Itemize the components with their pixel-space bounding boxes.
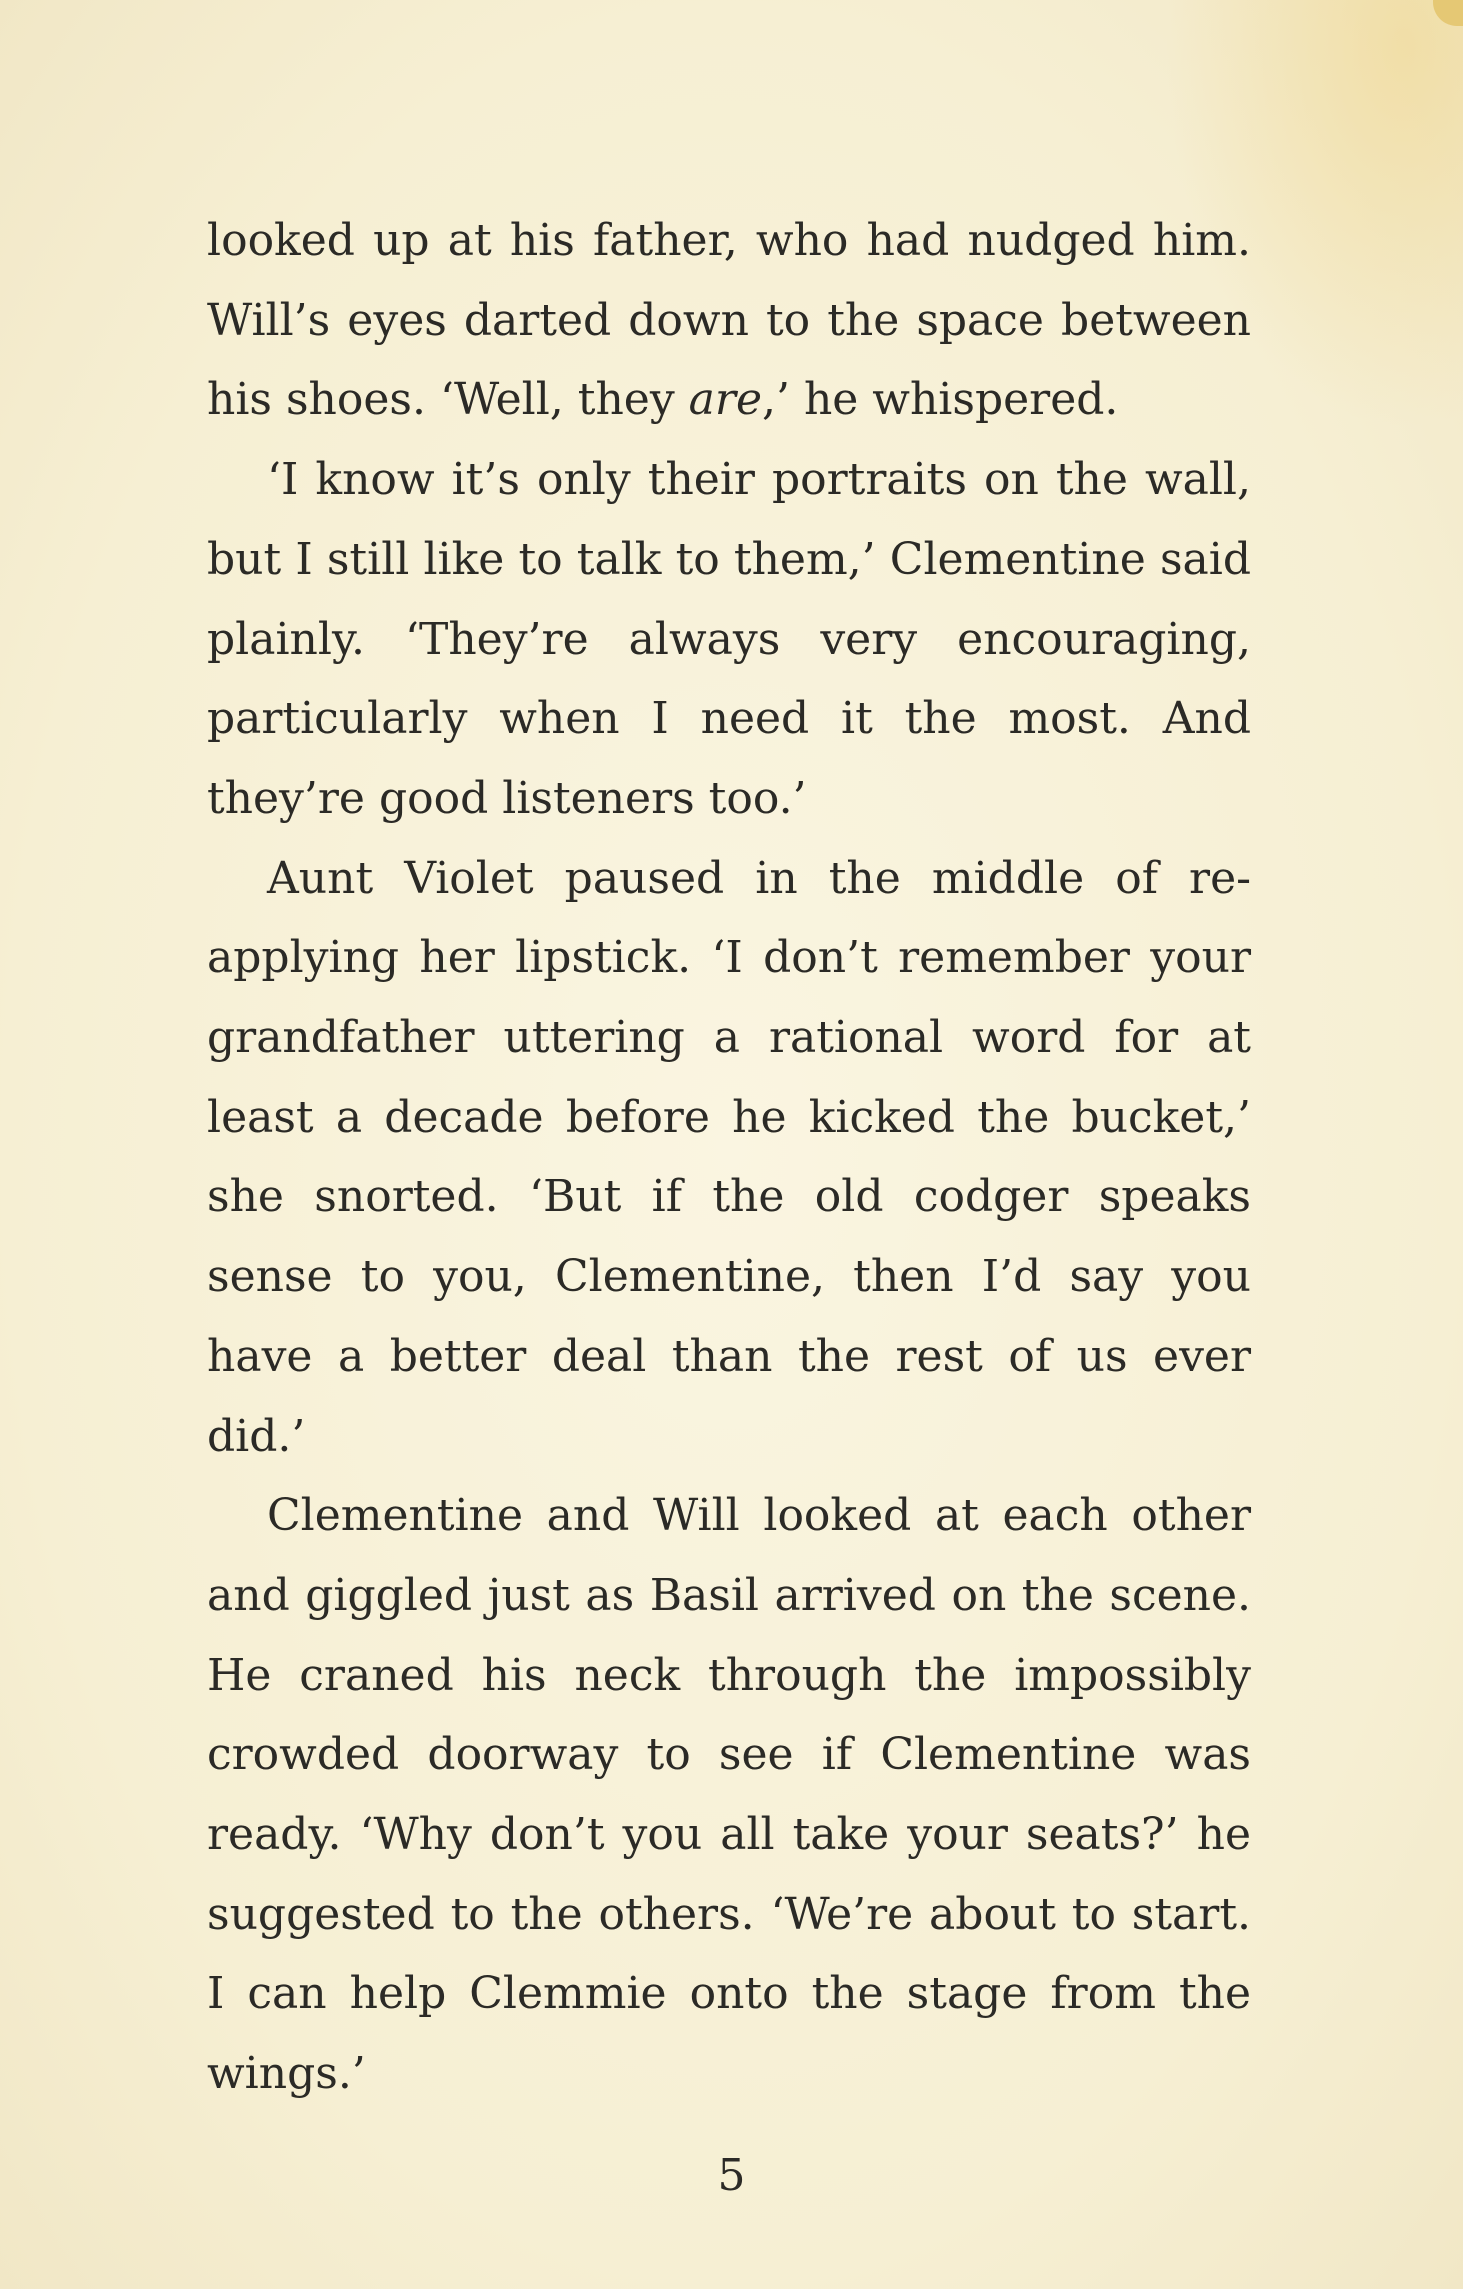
body-text bbox=[207, 201, 1251, 2114]
paragraph-2: ‘I know it’s only their portraits on the wall, but I still like to talk to them,’ Clementine said plainly. ‘They’re always very encouraging, particularly when I need it the most. And they’re good listeners too.’ bbox=[207, 454, 1251, 824]
paragraph-1-text-start: looked up at his father, who had nudged him. Will’s eyes darted down to the space between his shoes. ‘Well, they bbox=[207, 215, 1251, 426]
paragraph-1-text-end: ,’ he whispered. bbox=[761, 374, 1119, 426]
page-corner-stain bbox=[1433, 0, 1463, 26]
page-number: 5 bbox=[717, 2150, 746, 2201]
paragraph-4: Clementine and Will looked at each other and giggled just as Basil arrived on the scene. He craned his neck through the impossibly crowded doorway to see if Clementine was ready. ‘Why don’t you all take your seats?’ he suggested to the others. ‘We’re about to start. I can help Clemmie onto the stage from the wings.’ bbox=[207, 1490, 1251, 2100]
paragraph-1 bbox=[207, 201, 1251, 440]
paragraph-1-italic-word: are bbox=[688, 374, 762, 426]
paragraph-3: Aunt Violet paused in the middle of re-applying her lipstick. ‘I don’t remember your grandfather uttering a rational word for at least a decade before he kicked the bucket,’ she snorted. ‘But if the old codger speaks sense to you, Clementine, then I’d say you have a better deal than the rest of us ever did.’ bbox=[207, 852, 1251, 1462]
